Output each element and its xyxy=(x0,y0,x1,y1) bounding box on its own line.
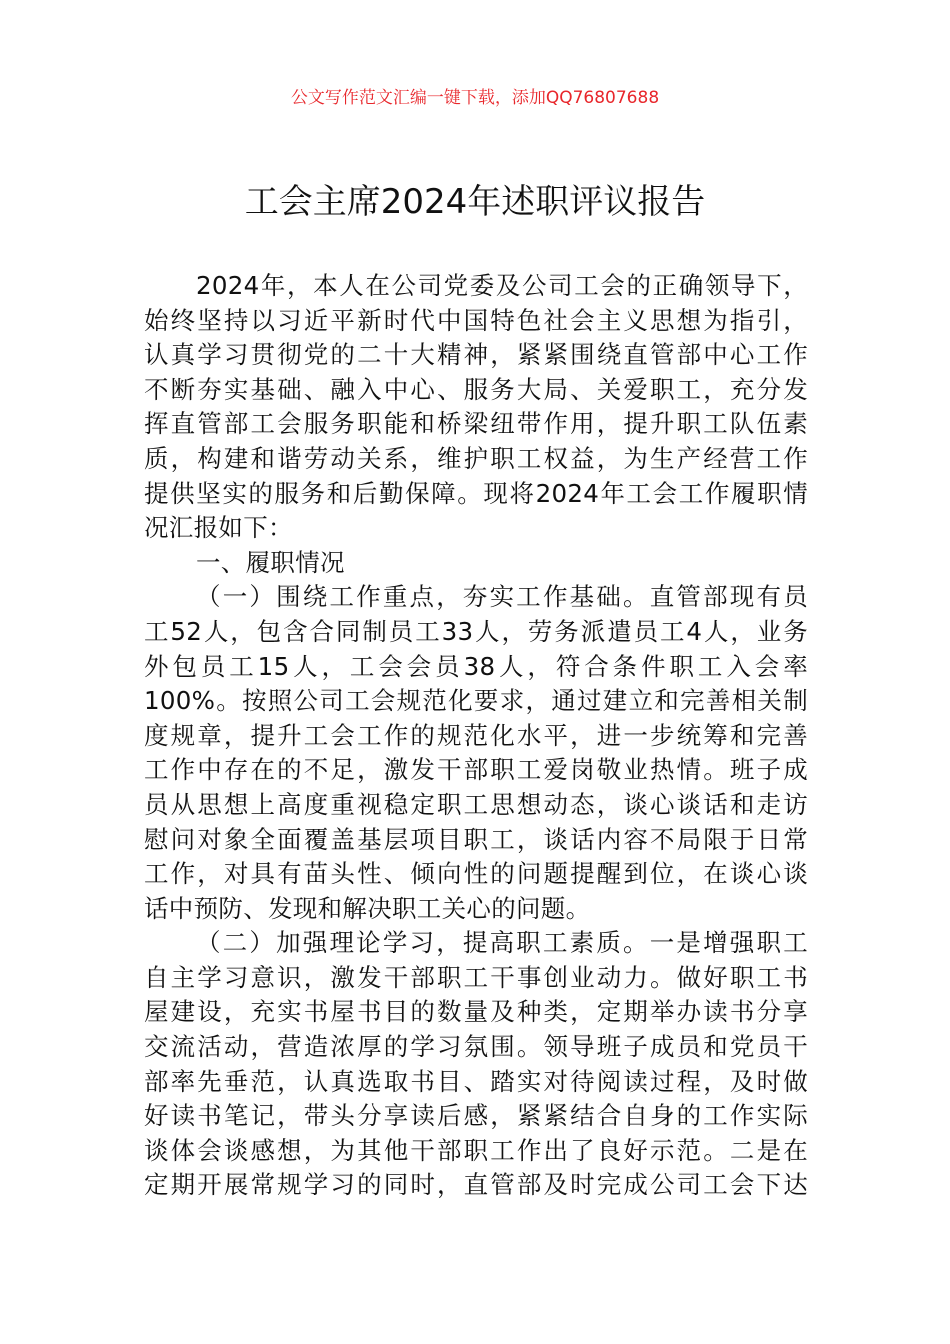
paragraph-line: 工作，对具有苗头性、倾向性的问题提醒到位，在谈心谈 xyxy=(144,859,808,889)
document-title: 工会主席2024年述职评议报告 xyxy=(244,182,706,222)
paragraph-line: 话中预防、发现和解决职工关心的问题。 xyxy=(144,893,591,923)
paragraph-line: 挥直管部工会服务职能和桥梁纽带作用，提升职工队伍素 xyxy=(144,409,808,439)
section-heading: 一、履职情况 xyxy=(196,547,345,577)
paragraph-line: 提供坚实的服务和后勤保障。现将2024年工会工作履职情 xyxy=(144,478,808,508)
paragraph-line: 外包员工15人，工会会员38人，符合条件职工入会率 xyxy=(144,651,808,681)
paragraph-line: 2024年，本人在公司党委及公司工会的正确领导下， xyxy=(196,271,808,300)
paragraph-line: 不断夯实基础、融入中心、服务大局、关爱职工，充分发 xyxy=(144,374,808,404)
paragraph-line: 谈体会谈感想，为其他干部职工作出了良好示范。二是在 xyxy=(144,1135,808,1165)
paragraph-line: 始终坚持以习近平新时代中国特色社会主义思想为指引， xyxy=(144,305,808,335)
paragraph-line: 慰问对象全面覆盖基层项目职工，谈话内容不局限于日常 xyxy=(144,824,808,854)
paragraph-line: 度规章，提升工会工作的规范化水平，进一步统筹和完善 xyxy=(144,720,808,750)
paragraph-line: 部率先垂范，认真选取书目、踏实对待阅读过程，及时做 xyxy=(144,1066,808,1096)
paragraph-line: 自主学习意识，激发干部职工干事创业动力。做好职工书 xyxy=(144,962,808,992)
paragraph-line: 100%。按照公司工会规范化要求，通过建立和完善相关制 xyxy=(144,686,808,716)
paragraph-line: 认真学习贯彻党的二十大精神，紧紧围绕直管部中心工作 xyxy=(144,340,808,370)
paragraph-line: 屋建设，充实书屋书目的数量及种类，定期举办读书分享 xyxy=(144,997,808,1027)
paragraph-line: 定期开展常规学习的同时，直管部及时完成公司工会下达 xyxy=(144,1170,808,1200)
paragraph-line: 工作中存在的不足，激发干部职工爱岗敬业热情。班子成 xyxy=(144,755,808,785)
paragraph-line: 质，构建和谐劳动关系，维护职工权益，为生产经营工作 xyxy=(144,443,808,473)
subsection-heading-line: （一）围绕工作重点，夯实工作基础。直管部现有员 xyxy=(196,582,808,612)
subsection-heading-line: （二）加强理论学习，提高职工素质。一是增强职工 xyxy=(196,928,808,958)
document-body xyxy=(144,269,808,1203)
paragraph-line: 好读书笔记，带头分享读后感，紧紧结合自身的工作实际 xyxy=(144,1101,808,1131)
paragraph-line: 况汇报如下： xyxy=(144,513,293,543)
paragraph-line: 员从思想上高度重视稳定职工思想动态，谈心谈话和走访 xyxy=(144,789,808,819)
paragraph-line: 工52人，包含合同制员工33人，劳务派遣员工4人，业务 xyxy=(144,616,808,646)
watermark-banner: 公文写作范文汇编一键下载，添加QQ76807688 xyxy=(290,88,660,108)
paragraph-line: 交流活动，营造浓厚的学习氛围。领导班子成员和党员干 xyxy=(144,1032,808,1062)
